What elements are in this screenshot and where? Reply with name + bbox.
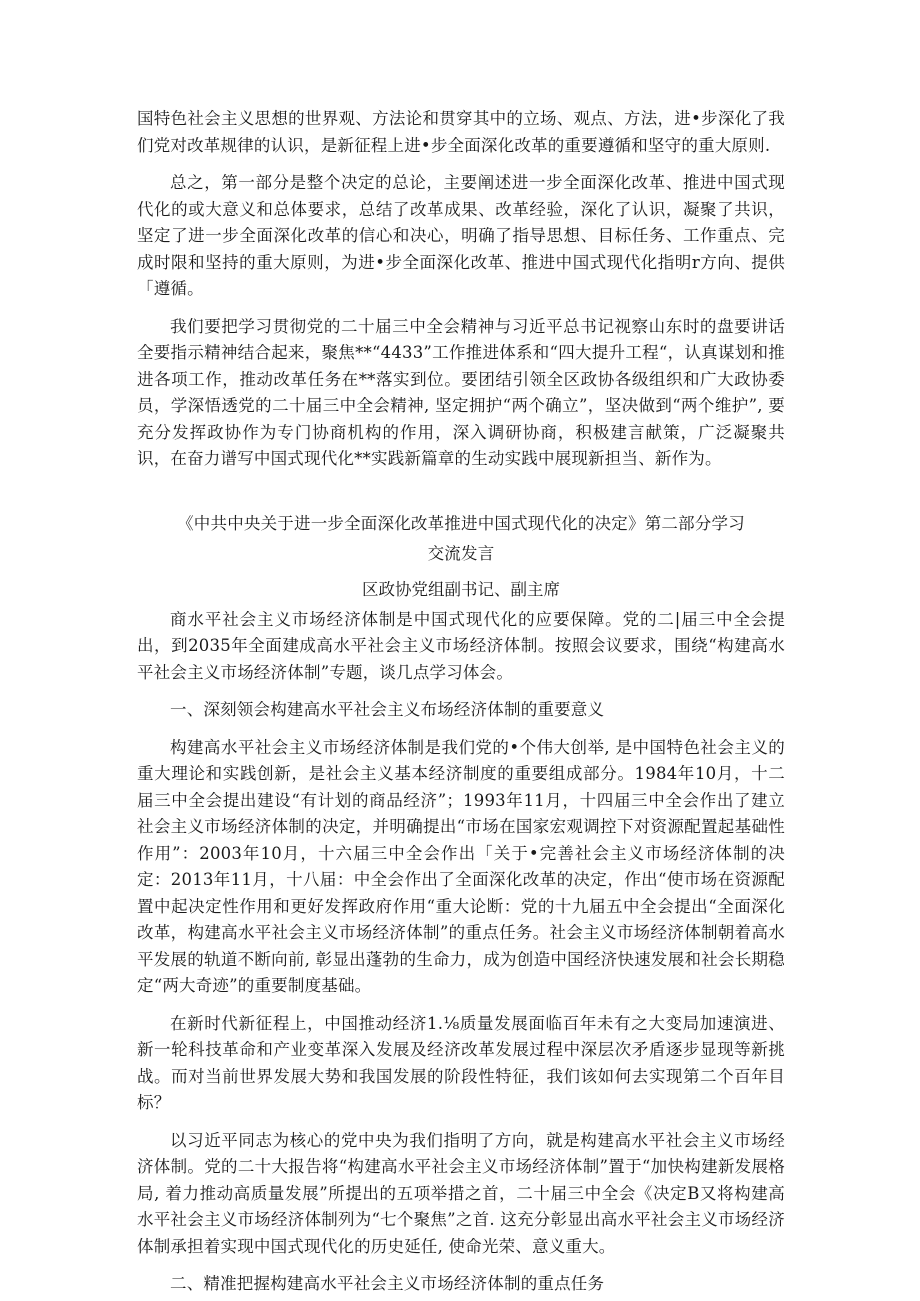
- speech-title-line1: 《中共中央关于进一步全面深化改革推进中国式现代化的决定》第二部分学习: [177, 513, 745, 533]
- paragraph-study-plan: 我们要把学习贯彻党的二十届三中全会精神与习近平总书记视察山东时的盘要讲话全要指示精神结合起来，聚焦**“4433”工作推进体系和“四大提升工程“，认真谋划和推进各项工作，推动改革任务在**落实到位。要团结引领全区政协各级组织和广大政协委员，学深悟透党的二十届三中全会精神, 坚定拥护“两个确立”，坚决做到“两个维护”, 要充分发挥政协作为专门协商机构的作用，深入调研协商，积极建言献策，广泛凝聚共识，在奋力谱写中国式现代化**实践新篇章的生动实践中展现新担当、新作为。: [137, 316, 785, 468]
- section-heading-2: 二、精准把握构建高水平社会主义市场经济体制的重点任务: [170, 1274, 605, 1293]
- speech-title-line2: 交流发言: [427, 543, 495, 563]
- paragraph-challenges: 在新时代新征程上，中国推动经济1.⅛质量发展面临百年未有之大变局加速演进、新一轮科技革命和产业变革深入发展及经济改革发展过程中深层次矛盾逐步显现等新挑战。而对当前世界发展大势和我国发展的阶段性特征，我们该如何去实现第二个百年目标？: [137, 1013, 785, 1112]
- paragraph-continued: 国特色社会主义思想的世界观、方法论和贯穿其中的立场、观点、方法，进•步深化了我们党对改革规律的认识，是新征程上进•步全面深化改革的重要遵循和坚守的重大原则.: [137, 109, 785, 155]
- section-heading-1: 一、深刻领会构建高水平社会主义布场经济体制的重要意义: [170, 700, 605, 719]
- paragraph-direction: 以习近平同志为核心的党中央为我们指明了方向，就是构建高水平社会主义市场经济体制。党的二十大报告将“构建高水平社会主义市场经济体制”置于“加快构建新发展格局, 着力推动高质量发展”所提出的五项举措之首，二十届三中全会《决定B又将构建高水平社会主义市场经济体制列为“七个聚焦”之首. 这充分彰显出高水平社会主义市场经济体制承担着实现中国式现代化的历史延任, 使命光荣、意义重大。: [137, 1130, 785, 1256]
- speech-author: 区政协党组副书记、副主席: [362, 579, 560, 599]
- paragraph-intro: 商水平社会主义市场经济体制是中国式现代化的应要保障。党的二|届三中全会提出，到2035年全面建成高水平社会主义市场经济体制。按照会议要求，围绕“构建高水平社会主义市场经济体制”专题，谈几点学习体会。: [137, 609, 785, 682]
- paragraph-summary: 总之，第一部分是整个决定的总论，主要阐述进一步全面深化改革、推进中国式现代化的或大意义和总体要求，总结了改革成果、改革经验，深化了认识，凝聚了共识，坚定了进一步全面深化改革的信心和决心，明确了指导思想、目标任务、工作重点、完成时限和坚持的重大原则，为进•步全面深化改革、推进中国式现代化指明r方向、提供「遵循。: [137, 173, 785, 298]
- document-page: [137, 106, 785, 1298]
- paragraph-history: 构建高水平社会主义市场经济体制是我们党的•个伟大创举, 是中国特色社会主义的重大理论和实践创新，是社会主义基本经济制度的重要组成部分。1984年10月，十二届三中全会提出建设“有计划的商品经济”；1993年11月，十四届三中全会作出了建立社会主义市场经济体制的决定，并明确提出“市场在国家宏观调控下对资源配置起基础性作用”：2003年10月，十六届三中全会作出「关于•完善社会主义市场经济体制的决定：2013年11月，十八届：中全会作出了全面深化改革的决定，作出“使市场在资源配置中起决定性作用和更好发挥政府作用“重大论断：党的十九届五中全会提出“全面深化改革，构建高水平社会主义市场经济体制”的重点任务。社会主义市场经济体制朝着高水平发展的轨道不断向前, 彰显出蓬勃的生命力，成为创造中国经济快速发展和社会长期稳定“两大奇迹”的重要制度基础。: [137, 737, 785, 995]
